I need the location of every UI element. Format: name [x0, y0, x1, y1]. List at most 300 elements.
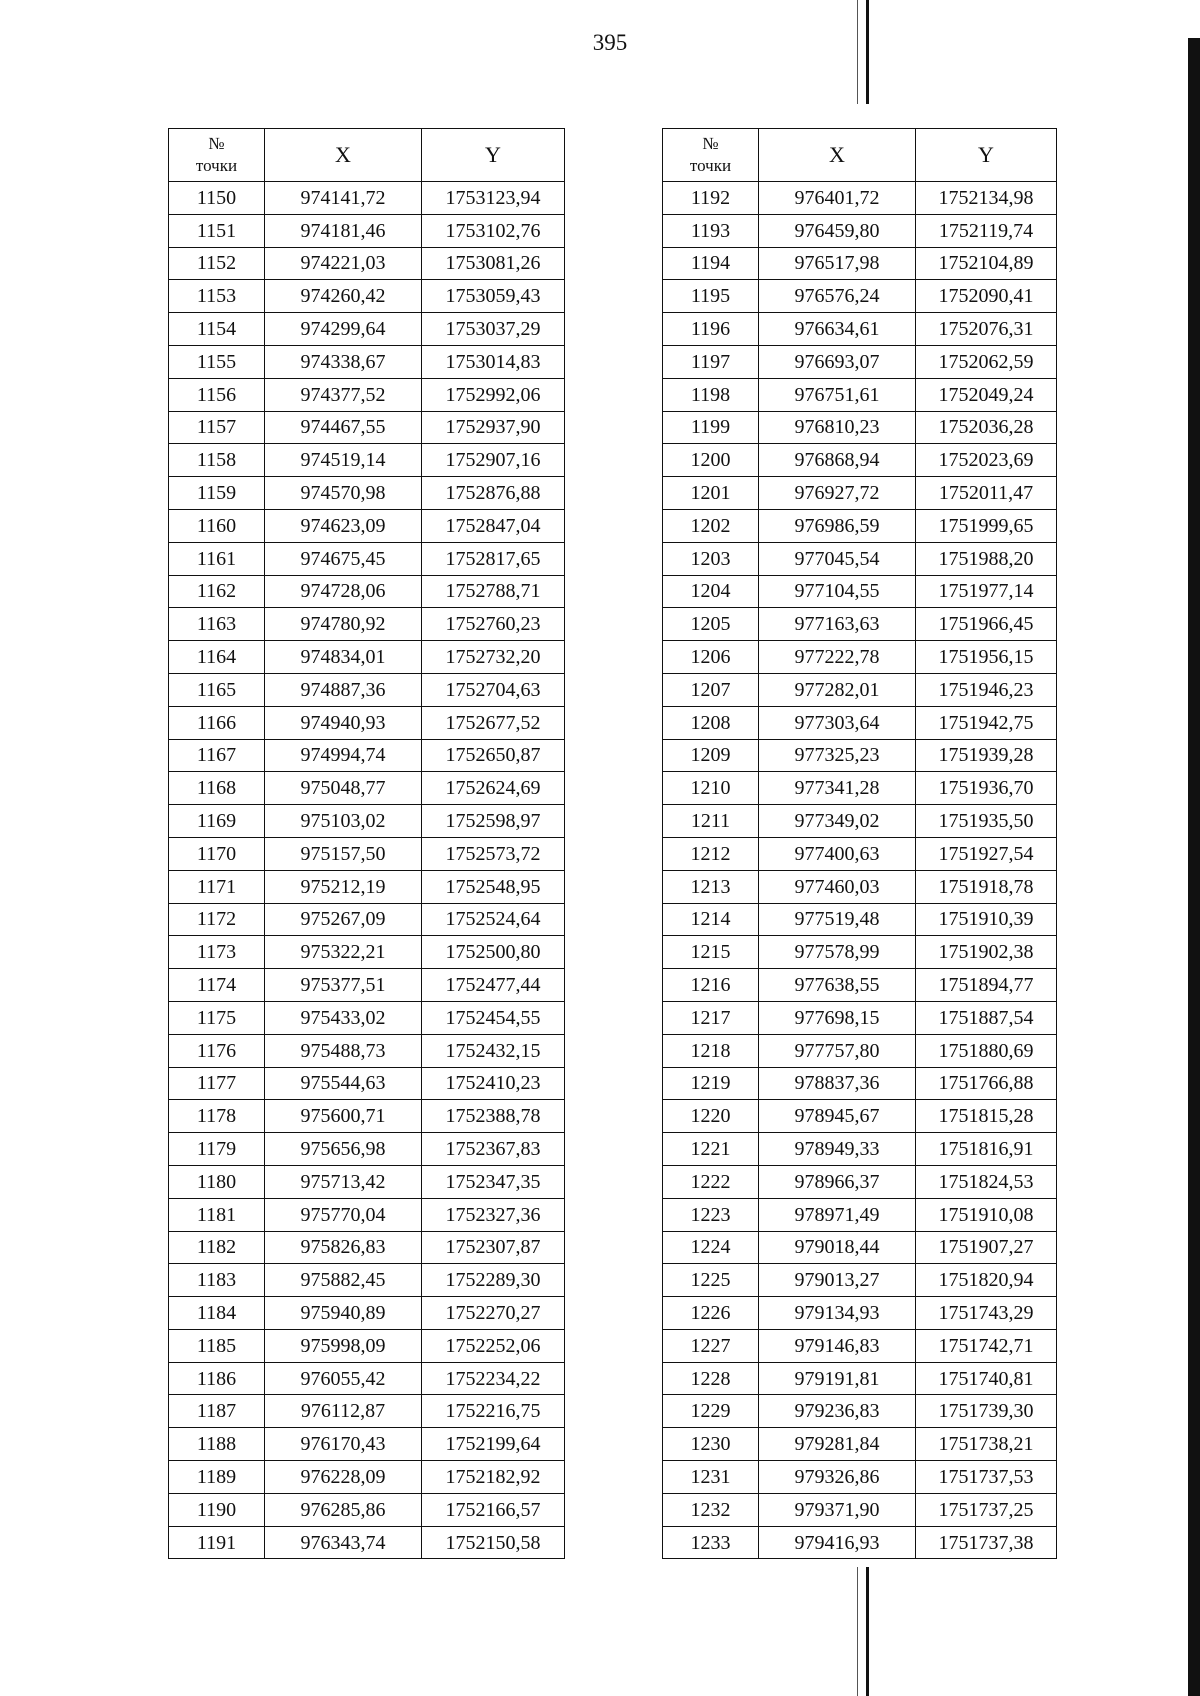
y-coordinate-cell: 1752289,30: [422, 1264, 565, 1297]
point-number-cell: 1211: [663, 805, 759, 838]
point-number-cell: 1178: [169, 1100, 265, 1133]
table-row: [663, 1067, 1057, 1100]
y-coordinate-cell: 1751902,38: [916, 936, 1057, 969]
y-coordinate-cell: 1752252,06: [422, 1329, 565, 1362]
x-coordinate-cell: 976285,86: [265, 1493, 422, 1526]
x-coordinate-cell: 975103,02: [265, 805, 422, 838]
point-number-cell: 1214: [663, 903, 759, 936]
table-row: [663, 1297, 1057, 1330]
header-point-number: [663, 129, 759, 182]
table-row: [663, 1034, 1057, 1067]
x-coordinate-cell: 976343,74: [265, 1526, 422, 1559]
y-coordinate-cell: 1752166,57: [422, 1493, 565, 1526]
x-coordinate-cell: 975770,04: [265, 1198, 422, 1231]
point-number-cell: 1160: [169, 509, 265, 542]
page-number: 395: [592, 30, 628, 55]
table-row: [169, 411, 565, 444]
point-number-cell: 1173: [169, 936, 265, 969]
table-row: [169, 575, 565, 608]
point-number-cell: 1220: [663, 1100, 759, 1133]
table-row: [169, 772, 565, 805]
table-body-right: [663, 182, 1057, 1559]
x-coordinate-cell: 978945,67: [759, 1100, 916, 1133]
table-row: [663, 444, 1057, 477]
table-row: [663, 706, 1057, 739]
header-num-sign: №: [702, 134, 719, 153]
y-coordinate-cell: 1751880,69: [916, 1034, 1057, 1067]
point-number-cell: 1221: [663, 1133, 759, 1166]
y-coordinate-cell: 1751910,08: [916, 1198, 1057, 1231]
table-row: [169, 182, 565, 215]
table-row: [663, 837, 1057, 870]
table-row: [663, 903, 1057, 936]
point-number-cell: 1180: [169, 1165, 265, 1198]
header-y: Y: [422, 129, 565, 182]
point-number-cell: 1192: [663, 182, 759, 215]
y-coordinate-cell: 1751737,25: [916, 1493, 1057, 1526]
x-coordinate-cell: 979191,81: [759, 1362, 916, 1395]
table-body-left: [169, 182, 565, 1559]
point-number-cell: 1232: [663, 1493, 759, 1526]
x-coordinate-cell: 974940,93: [265, 706, 422, 739]
y-coordinate-cell: 1751936,70: [916, 772, 1057, 805]
point-number-cell: 1151: [169, 214, 265, 247]
x-coordinate-cell: 979416,93: [759, 1526, 916, 1559]
point-number-cell: 1213: [663, 870, 759, 903]
table-header-row: [169, 129, 565, 182]
point-number-cell: 1233: [663, 1526, 759, 1559]
table-row: [169, 509, 565, 542]
table-row: [663, 641, 1057, 674]
point-number-cell: 1207: [663, 673, 759, 706]
table-row: [169, 1297, 565, 1330]
table-row: [169, 1100, 565, 1133]
table-row: [169, 1395, 565, 1428]
x-coordinate-cell: 976927,72: [759, 477, 916, 510]
x-coordinate-cell: 979371,90: [759, 1493, 916, 1526]
y-coordinate-cell: 1753014,83: [422, 345, 565, 378]
y-coordinate-cell: 1753059,43: [422, 280, 565, 313]
table-row: [169, 837, 565, 870]
y-coordinate-cell: 1752788,71: [422, 575, 565, 608]
y-coordinate-cell: 1751737,38: [916, 1526, 1057, 1559]
y-coordinate-cell: 1752199,64: [422, 1428, 565, 1461]
point-number-cell: 1210: [663, 772, 759, 805]
y-coordinate-cell: 1751742,71: [916, 1329, 1057, 1362]
y-coordinate-cell: 1752650,87: [422, 739, 565, 772]
x-coordinate-cell: 976751,61: [759, 378, 916, 411]
table-row: [169, 870, 565, 903]
table-row: [663, 772, 1057, 805]
y-coordinate-cell: 1751977,14: [916, 575, 1057, 608]
point-number-cell: 1197: [663, 345, 759, 378]
table-row: [663, 739, 1057, 772]
x-coordinate-cell: 976055,42: [265, 1362, 422, 1395]
y-coordinate-cell: 1752410,23: [422, 1067, 565, 1100]
table-row: [169, 345, 565, 378]
table-row: [663, 411, 1057, 444]
point-number-cell: 1208: [663, 706, 759, 739]
x-coordinate-cell: 977163,63: [759, 608, 916, 641]
page-edge-shadow: [1188, 38, 1200, 1696]
x-coordinate-cell: 975940,89: [265, 1297, 422, 1330]
point-number-cell: 1177: [169, 1067, 265, 1100]
y-coordinate-cell: 1752134,98: [916, 182, 1057, 215]
table-row: [169, 313, 565, 346]
table-row: [169, 739, 565, 772]
x-coordinate-cell: 974623,09: [265, 509, 422, 542]
y-coordinate-cell: 1751815,28: [916, 1100, 1057, 1133]
x-coordinate-cell: 977325,23: [759, 739, 916, 772]
x-coordinate-cell: 974338,67: [265, 345, 422, 378]
point-number-cell: 1182: [169, 1231, 265, 1264]
x-coordinate-cell: 974377,52: [265, 378, 422, 411]
y-coordinate-cell: 1752598,97: [422, 805, 565, 838]
x-coordinate-cell: 976112,87: [265, 1395, 422, 1428]
x-coordinate-cell: 975488,73: [265, 1034, 422, 1067]
x-coordinate-cell: 979326,86: [759, 1461, 916, 1494]
y-coordinate-cell: 1752234,22: [422, 1362, 565, 1395]
point-number-cell: 1168: [169, 772, 265, 805]
x-coordinate-cell: 974221,03: [265, 247, 422, 280]
x-coordinate-cell: 977341,28: [759, 772, 916, 805]
margin-line-bottom-thin: [857, 1567, 858, 1696]
x-coordinate-cell: 975377,51: [265, 969, 422, 1002]
point-number-cell: 1186: [169, 1362, 265, 1395]
y-coordinate-cell: 1751942,75: [916, 706, 1057, 739]
table-row: [663, 1395, 1057, 1428]
x-coordinate-cell: 975267,09: [265, 903, 422, 936]
point-number-cell: 1219: [663, 1067, 759, 1100]
x-coordinate-cell: 976576,24: [759, 280, 916, 313]
y-coordinate-cell: 1752760,23: [422, 608, 565, 641]
x-coordinate-cell: 976810,23: [759, 411, 916, 444]
x-coordinate-cell: 977222,78: [759, 641, 916, 674]
x-coordinate-cell: 978837,36: [759, 1067, 916, 1100]
table-row: [663, 805, 1057, 838]
x-coordinate-cell: 974994,74: [265, 739, 422, 772]
y-coordinate-cell: 1752011,47: [916, 477, 1057, 510]
y-coordinate-cell: 1752704,63: [422, 673, 565, 706]
point-number-cell: 1216: [663, 969, 759, 1002]
y-coordinate-cell: 1751816,91: [916, 1133, 1057, 1166]
table-row: [663, 1362, 1057, 1395]
x-coordinate-cell: 978949,33: [759, 1133, 916, 1166]
x-coordinate-cell: 977045,54: [759, 542, 916, 575]
point-number-cell: 1199: [663, 411, 759, 444]
y-coordinate-cell: 1753123,94: [422, 182, 565, 215]
x-coordinate-cell: 974570,98: [265, 477, 422, 510]
point-number-cell: 1204: [663, 575, 759, 608]
point-number-cell: 1165: [169, 673, 265, 706]
point-number-cell: 1166: [169, 706, 265, 739]
table-row: [169, 1198, 565, 1231]
table-row: [169, 214, 565, 247]
x-coordinate-cell: 977303,64: [759, 706, 916, 739]
table-row: [663, 1198, 1057, 1231]
y-coordinate-cell: 1752847,04: [422, 509, 565, 542]
y-coordinate-cell: 1751910,39: [916, 903, 1057, 936]
point-number-cell: 1228: [663, 1362, 759, 1395]
point-number-cell: 1201: [663, 477, 759, 510]
table-row: [169, 805, 565, 838]
y-coordinate-cell: 1751766,88: [916, 1067, 1057, 1100]
table-row: [169, 1034, 565, 1067]
table-row: [169, 1329, 565, 1362]
x-coordinate-cell: 979134,93: [759, 1297, 916, 1330]
table-row: [169, 1001, 565, 1034]
table-row: [169, 1264, 565, 1297]
x-coordinate-cell: 975600,71: [265, 1100, 422, 1133]
y-coordinate-cell: 1751956,15: [916, 641, 1057, 674]
x-coordinate-cell: 976693,07: [759, 345, 916, 378]
y-coordinate-cell: 1752062,59: [916, 345, 1057, 378]
point-number-cell: 1193: [663, 214, 759, 247]
x-coordinate-cell: 974728,06: [265, 575, 422, 608]
x-coordinate-cell: 977698,15: [759, 1001, 916, 1034]
point-number-cell: 1223: [663, 1198, 759, 1231]
x-coordinate-cell: 976170,43: [265, 1428, 422, 1461]
y-coordinate-cell: 1752049,24: [916, 378, 1057, 411]
x-coordinate-cell: 975048,77: [265, 772, 422, 805]
y-coordinate-cell: 1752216,75: [422, 1395, 565, 1428]
point-number-cell: 1195: [663, 280, 759, 313]
x-coordinate-cell: 976517,98: [759, 247, 916, 280]
table-row: [663, 936, 1057, 969]
point-number-cell: 1185: [169, 1329, 265, 1362]
x-coordinate-cell: 975998,09: [265, 1329, 422, 1362]
table-row: [663, 1165, 1057, 1198]
table-header-row: [663, 129, 1057, 182]
y-coordinate-cell: 1751737,53: [916, 1461, 1057, 1494]
point-number-cell: 1200: [663, 444, 759, 477]
table-row: [169, 444, 565, 477]
point-number-cell: 1171: [169, 870, 265, 903]
point-number-cell: 1190: [169, 1493, 265, 1526]
y-coordinate-cell: 1752732,20: [422, 641, 565, 674]
x-coordinate-cell: 974887,36: [265, 673, 422, 706]
point-number-cell: 1206: [663, 641, 759, 674]
header-num-sign: №: [208, 134, 225, 153]
point-number-cell: 1224: [663, 1231, 759, 1264]
x-coordinate-cell: 978966,37: [759, 1165, 916, 1198]
x-coordinate-cell: 979146,83: [759, 1329, 916, 1362]
point-number-cell: 1176: [169, 1034, 265, 1067]
table-row: [169, 1526, 565, 1559]
table-row: [169, 969, 565, 1002]
y-coordinate-cell: 1752270,27: [422, 1297, 565, 1330]
coordinates-table-right: [662, 128, 1057, 1559]
x-coordinate-cell: 975713,42: [265, 1165, 422, 1198]
table-row: [169, 608, 565, 641]
table-row: [663, 1001, 1057, 1034]
x-coordinate-cell: 975826,83: [265, 1231, 422, 1264]
point-number-cell: 1222: [663, 1165, 759, 1198]
y-coordinate-cell: 1751824,53: [916, 1165, 1057, 1198]
x-coordinate-cell: 976228,09: [265, 1461, 422, 1494]
table-row: [169, 1461, 565, 1494]
header-num-word: точки: [689, 156, 732, 175]
x-coordinate-cell: 974299,64: [265, 313, 422, 346]
y-coordinate-cell: 1751739,30: [916, 1395, 1057, 1428]
y-coordinate-cell: 1752454,55: [422, 1001, 565, 1034]
table-row: [663, 870, 1057, 903]
margin-line-top-thin: [857, 0, 858, 104]
y-coordinate-cell: 1751988,20: [916, 542, 1057, 575]
table-row: [663, 575, 1057, 608]
y-coordinate-cell: 1752150,58: [422, 1526, 565, 1559]
point-number-cell: 1154: [169, 313, 265, 346]
table-row: [663, 1526, 1057, 1559]
margin-line-bottom: [866, 1567, 869, 1696]
point-number-cell: 1175: [169, 1001, 265, 1034]
x-coordinate-cell: 975212,19: [265, 870, 422, 903]
x-coordinate-cell: 974181,46: [265, 214, 422, 247]
x-coordinate-cell: 977519,48: [759, 903, 916, 936]
x-coordinate-cell: 975882,45: [265, 1264, 422, 1297]
x-coordinate-cell: 977282,01: [759, 673, 916, 706]
y-coordinate-cell: 1752036,28: [916, 411, 1057, 444]
point-number-cell: 1229: [663, 1395, 759, 1428]
table-row: [663, 182, 1057, 215]
x-coordinate-cell: 974780,92: [265, 608, 422, 641]
table-row: [663, 1329, 1057, 1362]
x-coordinate-cell: 977578,99: [759, 936, 916, 969]
table-row: [663, 542, 1057, 575]
table-row: [169, 1231, 565, 1264]
table-row: [663, 1493, 1057, 1526]
table-row: [663, 280, 1057, 313]
y-coordinate-cell: 1752937,90: [422, 411, 565, 444]
point-number-cell: 1183: [169, 1264, 265, 1297]
point-number-cell: 1215: [663, 936, 759, 969]
point-number-cell: 1212: [663, 837, 759, 870]
point-number-cell: 1202: [663, 509, 759, 542]
header-point-number: [169, 129, 265, 182]
y-coordinate-cell: 1752548,95: [422, 870, 565, 903]
coordinates-table-left: [168, 128, 565, 1559]
y-coordinate-cell: 1751966,45: [916, 608, 1057, 641]
y-coordinate-cell: 1751907,27: [916, 1231, 1057, 1264]
x-coordinate-cell: 975157,50: [265, 837, 422, 870]
table-row: [663, 673, 1057, 706]
y-coordinate-cell: 1752023,69: [916, 444, 1057, 477]
table-row: [663, 247, 1057, 280]
table-row: [169, 247, 565, 280]
point-number-cell: 1156: [169, 378, 265, 411]
y-coordinate-cell: 1752182,92: [422, 1461, 565, 1494]
table-row: [663, 345, 1057, 378]
table-row: [169, 1493, 565, 1526]
table-row: [169, 706, 565, 739]
x-coordinate-cell: 976868,94: [759, 444, 916, 477]
point-number-cell: 1161: [169, 542, 265, 575]
table-row: [663, 378, 1057, 411]
table-row: [663, 477, 1057, 510]
x-coordinate-cell: 979281,84: [759, 1428, 916, 1461]
y-coordinate-cell: 1751935,50: [916, 805, 1057, 838]
point-number-cell: 1152: [169, 247, 265, 280]
table-row: [169, 542, 565, 575]
point-number-cell: 1230: [663, 1428, 759, 1461]
point-number-cell: 1179: [169, 1133, 265, 1166]
point-number-cell: 1158: [169, 444, 265, 477]
x-coordinate-cell: 979018,44: [759, 1231, 916, 1264]
point-number-cell: 1153: [169, 280, 265, 313]
point-number-cell: 1226: [663, 1297, 759, 1330]
x-coordinate-cell: 977757,80: [759, 1034, 916, 1067]
y-coordinate-cell: 1751820,94: [916, 1264, 1057, 1297]
x-coordinate-cell: 976634,61: [759, 313, 916, 346]
table-row: [169, 1362, 565, 1395]
table-row: [169, 641, 565, 674]
point-number-cell: 1218: [663, 1034, 759, 1067]
y-coordinate-cell: 1752076,31: [916, 313, 1057, 346]
table-row: [169, 936, 565, 969]
x-coordinate-cell: 977349,02: [759, 805, 916, 838]
x-coordinate-cell: 975433,02: [265, 1001, 422, 1034]
y-coordinate-cell: 1752817,65: [422, 542, 565, 575]
point-number-cell: 1184: [169, 1297, 265, 1330]
table-row: [663, 1100, 1057, 1133]
point-number-cell: 1164: [169, 641, 265, 674]
y-coordinate-cell: 1753037,29: [422, 313, 565, 346]
point-number-cell: 1231: [663, 1461, 759, 1494]
y-coordinate-cell: 1753081,26: [422, 247, 565, 280]
point-number-cell: 1150: [169, 182, 265, 215]
point-number-cell: 1170: [169, 837, 265, 870]
table-row: [663, 214, 1057, 247]
x-coordinate-cell: 977638,55: [759, 969, 916, 1002]
table-row: [169, 280, 565, 313]
x-coordinate-cell: 975544,63: [265, 1067, 422, 1100]
y-coordinate-cell: 1751887,54: [916, 1001, 1057, 1034]
y-coordinate-cell: 1752347,35: [422, 1165, 565, 1198]
table-row: [663, 509, 1057, 542]
point-number-cell: 1163: [169, 608, 265, 641]
x-coordinate-cell: 974260,42: [265, 280, 422, 313]
point-number-cell: 1196: [663, 313, 759, 346]
table-row: [169, 477, 565, 510]
y-coordinate-cell: 1752500,80: [422, 936, 565, 969]
point-number-cell: 1203: [663, 542, 759, 575]
y-coordinate-cell: 1751939,28: [916, 739, 1057, 772]
y-coordinate-cell: 1751999,65: [916, 509, 1057, 542]
y-coordinate-cell: 1752477,44: [422, 969, 565, 1002]
point-number-cell: 1188: [169, 1428, 265, 1461]
y-coordinate-cell: 1752119,74: [916, 214, 1057, 247]
y-coordinate-cell: 1753102,76: [422, 214, 565, 247]
point-number-cell: 1155: [169, 345, 265, 378]
point-number-cell: 1198: [663, 378, 759, 411]
y-coordinate-cell: 1752624,69: [422, 772, 565, 805]
x-coordinate-cell: 975656,98: [265, 1133, 422, 1166]
point-number-cell: 1157: [169, 411, 265, 444]
margin-line-top: [866, 0, 869, 104]
point-number-cell: 1187: [169, 1395, 265, 1428]
y-coordinate-cell: 1752432,15: [422, 1034, 565, 1067]
y-coordinate-cell: 1752573,72: [422, 837, 565, 870]
header-x: X: [265, 129, 422, 182]
x-coordinate-cell: 976986,59: [759, 509, 916, 542]
point-number-cell: 1181: [169, 1198, 265, 1231]
point-number-cell: 1172: [169, 903, 265, 936]
table-row: [663, 1461, 1057, 1494]
y-coordinate-cell: 1751740,81: [916, 1362, 1057, 1395]
table-row: [169, 1133, 565, 1166]
x-coordinate-cell: 977104,55: [759, 575, 916, 608]
y-coordinate-cell: 1751738,21: [916, 1428, 1057, 1461]
